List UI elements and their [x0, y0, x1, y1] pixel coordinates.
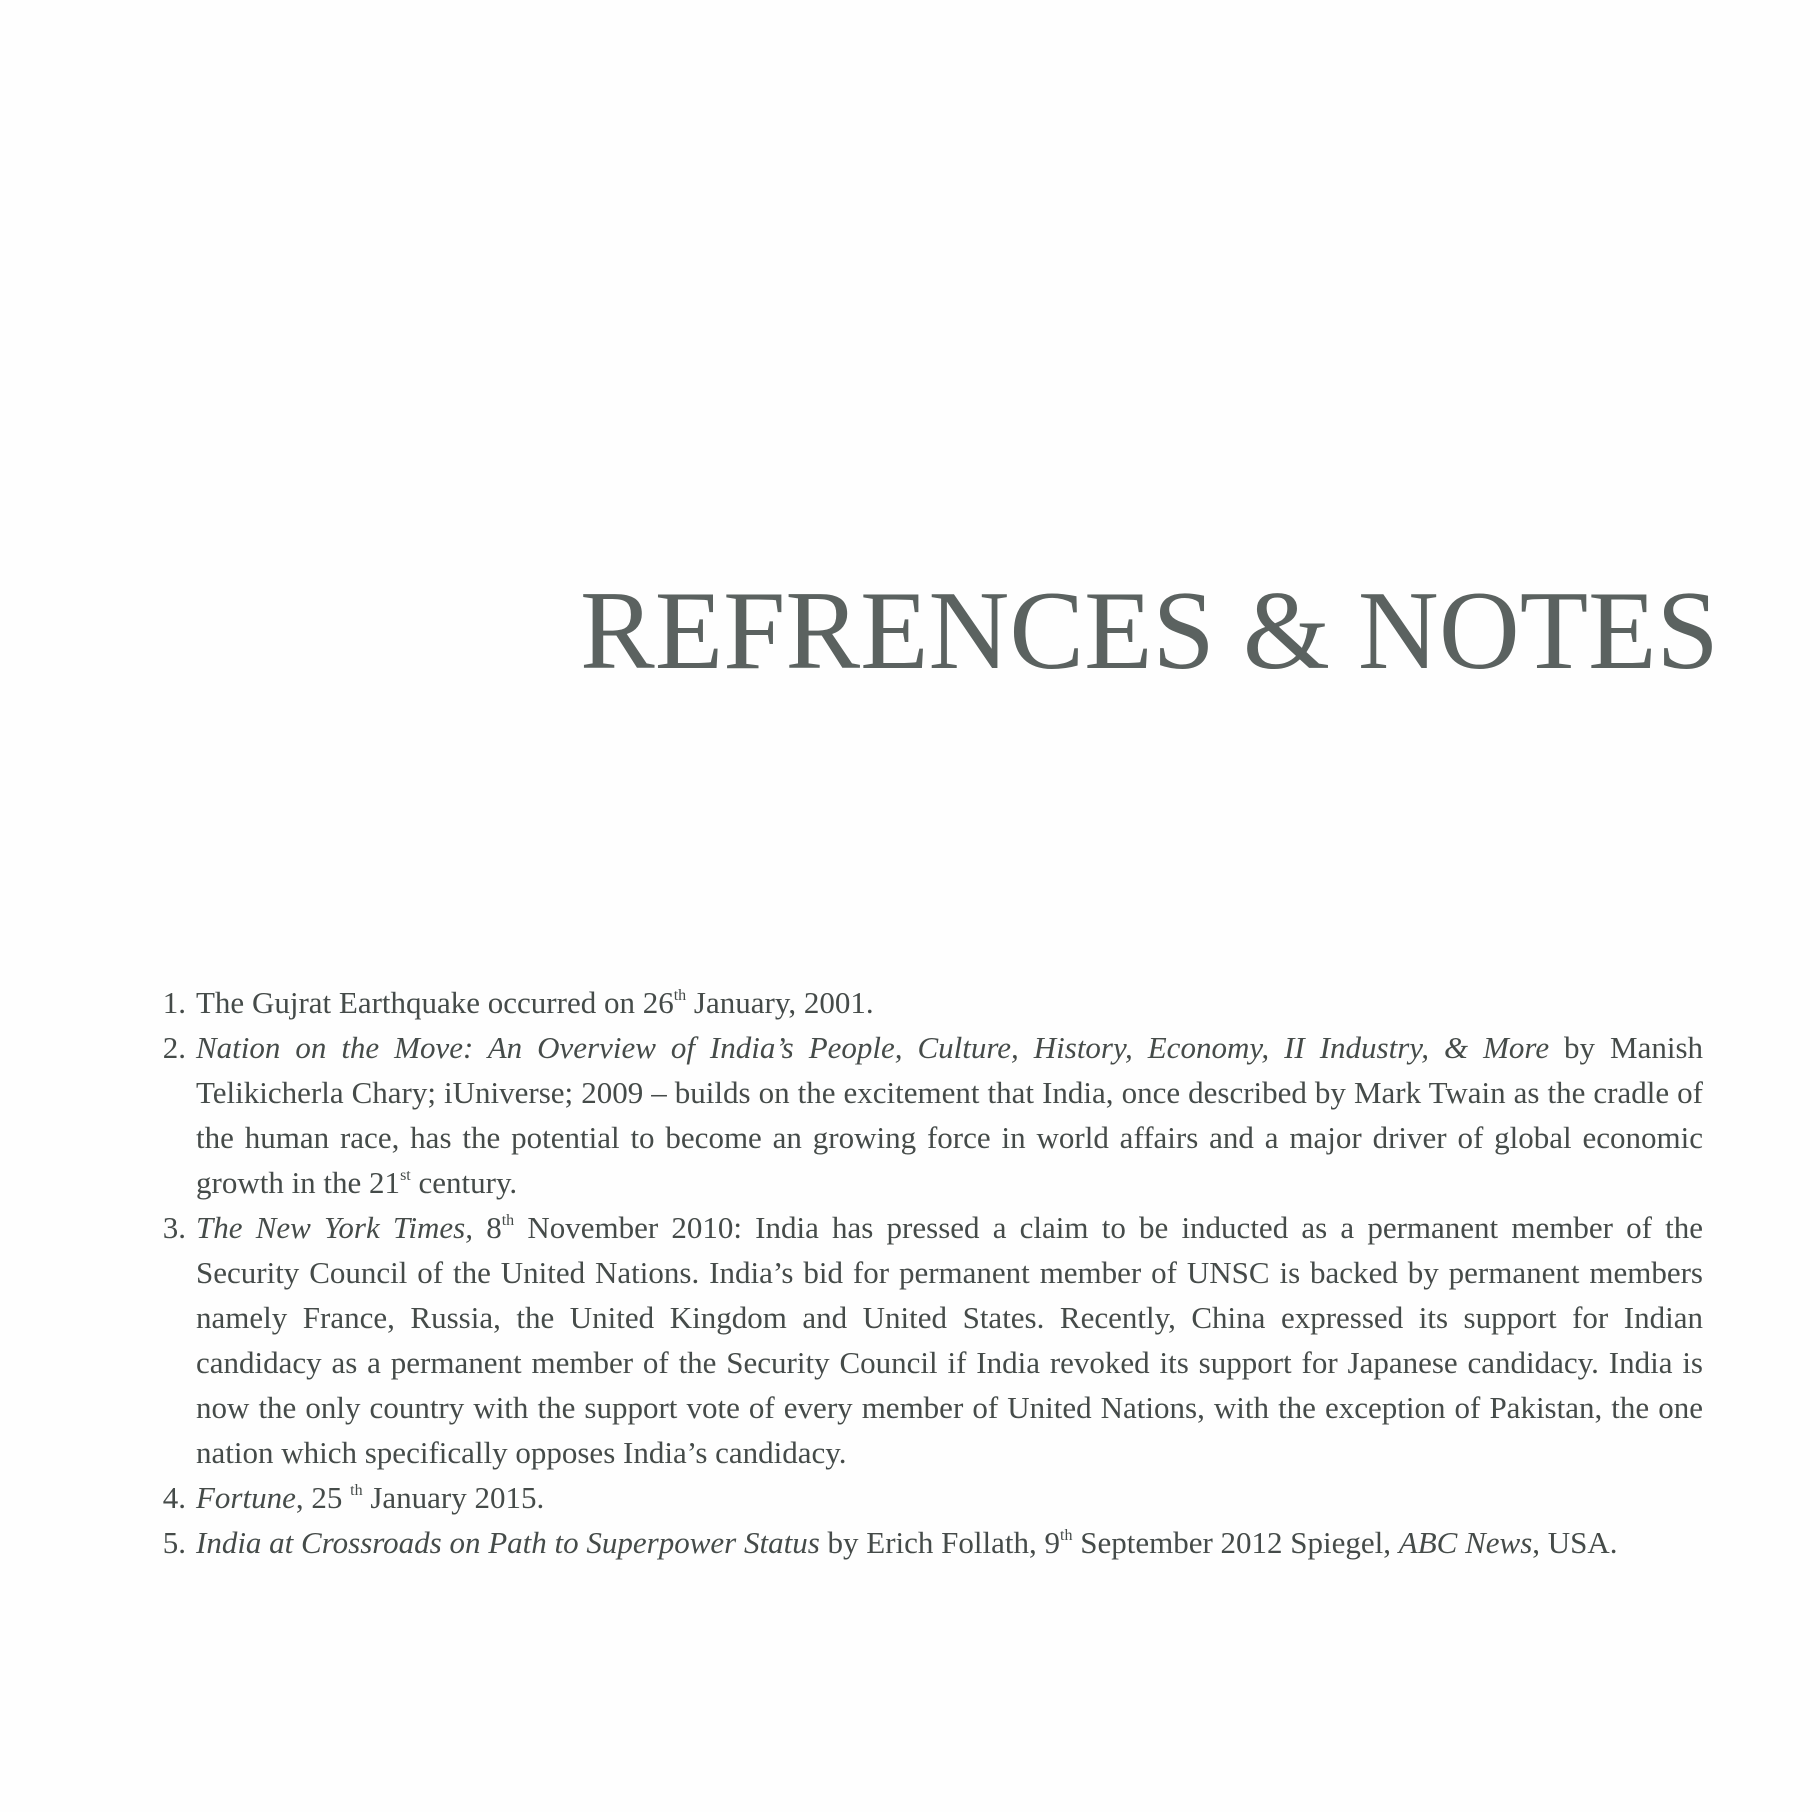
ordinal-suffix: th — [350, 1481, 363, 1499]
ordinal-suffix: th — [673, 986, 687, 1004]
reference-number: 5. — [162, 1525, 186, 1560]
reference-title: Nation on the Move: An Overview of India’s People, Culture, History, Economy, II Industry, & More — [196, 1030, 1550, 1065]
ordinal-suffix: st — [400, 1166, 411, 1184]
reference-text: 8 — [473, 1210, 502, 1245]
ordinal-suffix: th — [1060, 1526, 1073, 1544]
reference-title: India at Crossroads on Path to Superpower Status — [196, 1525, 820, 1560]
reference-text: by Erich Follath, 9 — [819, 1525, 1061, 1560]
reference-item-3 — [138, 1205, 1703, 1475]
reference-text-continued: January 2015. — [362, 1480, 545, 1515]
page-heading: REFRENCES & NOTES — [580, 569, 1719, 693]
reference-text: , 25 — [295, 1480, 351, 1515]
ordinal-suffix: th — [501, 1211, 515, 1229]
reference-title: The New York Times, — [196, 1210, 473, 1245]
reference-text-end: , USA. — [1532, 1525, 1618, 1560]
reference-number: 1. — [162, 985, 186, 1020]
reference-text: The Gujrat Earthquake occurred on 26 — [196, 985, 674, 1020]
reference-item-4 — [138, 1475, 1703, 1520]
reference-number: 3. — [162, 1210, 186, 1245]
reference-title: Fortune — [196, 1480, 296, 1515]
reference-text-continued: century. — [410, 1165, 518, 1200]
publication-title: ABC News — [1398, 1525, 1533, 1560]
reference-text-continued: November 2010: India has pressed a claim to be inducted as a permanent member of the Security Council of the United Nations. India’s bid for permanent member of UNSC is backed by permanent members namely France, Russia, the United Kingdom and United States. Recently, China expressed its support for Indian candidacy as a permanent member of the Security Council if India revoked its support for Japanese candidacy. India is now the only country with the support vote of every member of United Nations, with the exception of Pakistan, the one nation which specifically opposes India’s candidacy. — [196, 1210, 1703, 1470]
reference-item-1 — [138, 980, 1703, 1025]
reference-number: 4. — [162, 1480, 186, 1515]
reference-number: 2. — [162, 1030, 186, 1065]
reference-item-5 — [138, 1520, 1703, 1565]
references-list — [138, 980, 1703, 1565]
reference-text: by Manish Telikicherla Chary; iUniverse; 2009 – builds on the excitement that India, once described by Mark Twain as the cradle of the human race, has the potential to become an growing force in world affairs and a major driver of global economic growth in the 21 — [196, 1030, 1704, 1200]
reference-item-2 — [138, 1025, 1703, 1205]
reference-text-continued: September 2012 Spiegel, — [1072, 1525, 1399, 1560]
reference-text-continued: January, 2001. — [686, 985, 874, 1020]
